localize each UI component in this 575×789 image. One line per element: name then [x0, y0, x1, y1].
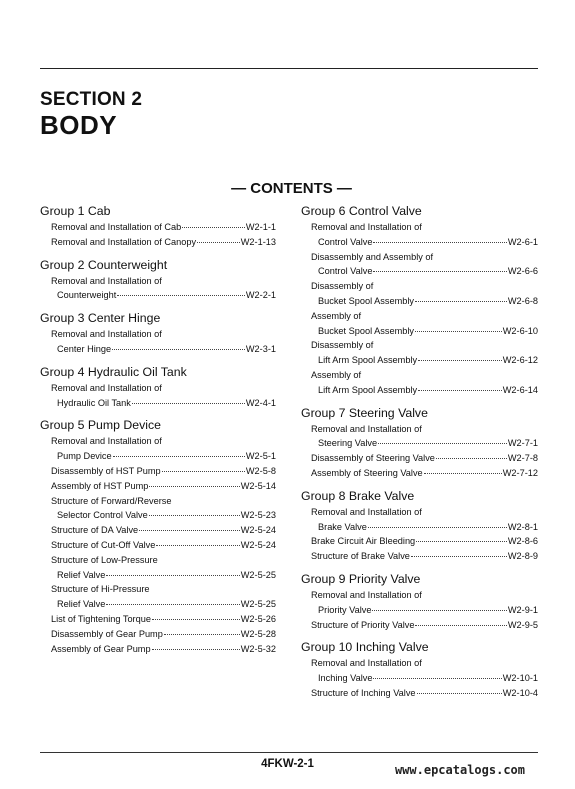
toc-entry[interactable] [301, 436, 538, 451]
toc-entry[interactable] [40, 434, 276, 449]
toc-left-column [40, 203, 276, 663]
toc-entry-text: Removal and Installation of [311, 658, 422, 669]
toc-leader-dots [132, 403, 245, 404]
toc-entry[interactable] [40, 464, 276, 479]
toc-entry-text: Inching Valve [318, 673, 373, 684]
toc-entry-text: Selector Control Valve [57, 510, 148, 521]
toc-entry[interactable] [301, 603, 538, 618]
toc-entry-text: Counterweight [57, 290, 117, 301]
toc-entry-page: W2-9-1 [507, 604, 538, 615]
toc-leader-dots [113, 456, 245, 457]
toc-entry[interactable] [301, 549, 538, 564]
toc-group [40, 310, 276, 357]
toc-entry[interactable] [301, 505, 538, 520]
toc-entry-page: W2-10-1 [502, 673, 538, 684]
toc-entry-text: Removal and Installation of [311, 506, 422, 517]
toc-entry[interactable] [40, 342, 276, 357]
toc-entry-text: Steering Valve [318, 438, 378, 449]
toc-leader-dots [139, 530, 240, 531]
toc-entry-text: Assembly of [311, 310, 362, 321]
toc-entry[interactable] [40, 288, 276, 303]
toc-group [40, 364, 276, 411]
toc-right-column [301, 203, 538, 708]
toc-entry-text: Bucket Spool Assembly [318, 325, 415, 336]
toc-entry-text: Assembly of HST Pump [51, 480, 149, 491]
toc-entry[interactable] [40, 538, 276, 553]
toc-entry-text: Structure of Low-Pressure [51, 554, 158, 565]
toc-entry-text: Assembly of Steering Valve [311, 467, 423, 478]
toc-entry-text: Bucket Spool Assembly [318, 295, 415, 306]
toc-entry-text: Lift Arm Spool Assembly [318, 384, 418, 395]
toc-entry-page: W2-6-12 [502, 355, 538, 366]
top-rule [40, 68, 538, 69]
toc-leader-dots [415, 301, 507, 302]
toc-entry-page: W2-7-8 [507, 453, 538, 464]
toc-entry[interactable] [40, 582, 276, 597]
toc-entry[interactable] [301, 338, 538, 353]
toc-entry-text: Structure of DA Valve [51, 525, 139, 536]
toc-entry-page: W2-5-25 [240, 599, 276, 610]
toc-entry[interactable] [40, 327, 276, 342]
toc-leader-dots [378, 443, 507, 444]
toc-entry-text: Removal and Installation of [51, 275, 162, 286]
toc-leader-dots [373, 271, 506, 272]
toc-entry-text: Structure of Hi-Pressure [51, 584, 150, 595]
toc-entry[interactable] [40, 568, 276, 583]
toc-entry-page: W2-6-6 [507, 266, 538, 277]
toc-leader-dots [182, 227, 245, 228]
toc-entry-page: W2-6-14 [502, 384, 538, 395]
toc-entry[interactable] [301, 686, 538, 701]
toc-entry-text: Relief Valve [57, 569, 106, 580]
toc-entry[interactable] [40, 274, 276, 289]
toc-leader-dots [415, 625, 506, 626]
toc-entry-text: Disassembly of [311, 281, 374, 292]
toc-entry[interactable] [301, 383, 538, 398]
toc-leader-dots [156, 545, 239, 546]
toc-entry-text: Removal and Installation of [51, 436, 162, 447]
toc-group-title[interactable]: Group 8 Brake Valve [301, 488, 415, 503]
toc-entry[interactable] [301, 324, 538, 339]
toc-entry-page: W2-5-25 [240, 569, 276, 580]
toc-entry-text: Removal and Installation of [51, 329, 162, 340]
toc-entry-text: Control Valve [318, 266, 373, 277]
watermark-url: www.epcatalogs.com [394, 763, 525, 777]
toc-entry-page: W2-6-8 [507, 295, 538, 306]
toc-leader-dots [411, 556, 507, 557]
toc-group [301, 405, 538, 481]
toc-entry-page: W2-5-24 [240, 525, 276, 536]
toc-leader-dots [373, 242, 506, 243]
toc-entry[interactable] [40, 235, 276, 250]
toc-entry-text: Disassembly and Assembly of [311, 251, 434, 262]
contents-heading: — CONTENTS — [231, 180, 352, 197]
toc-entry[interactable] [301, 264, 538, 279]
toc-entry-page: W2-6-10 [502, 325, 538, 336]
toc-group-title[interactable]: Group 9 Priority Valve [301, 571, 421, 586]
toc-entry[interactable] [40, 479, 276, 494]
toc-leader-dots [373, 678, 501, 679]
toc-entry[interactable] [40, 381, 276, 396]
toc-entry-text: Disassembly of HST Pump [51, 465, 161, 476]
toc-group [301, 203, 538, 398]
toc-entry-text: Structure of Inching Valve [311, 687, 416, 698]
toc-entry-page: W2-8-1 [507, 521, 538, 532]
toc-entry[interactable] [40, 396, 276, 411]
toc-leader-dots [415, 331, 502, 332]
toc-group-title[interactable]: Group 5 Pump Device [40, 418, 161, 433]
toc-entry[interactable] [40, 627, 276, 642]
toc-entry-text: Hydraulic Oil Tank [57, 397, 131, 408]
toc-leader-dots [162, 471, 245, 472]
toc-group-title[interactable]: Group 4 Hydraulic Oil Tank [40, 364, 187, 379]
section-label: SECTION 2 [40, 89, 143, 110]
toc-entry-text: Assembly of [311, 369, 362, 380]
toc-entry-text: Pump Device [57, 451, 112, 462]
toc-leader-dots [417, 693, 502, 694]
toc-leader-dots [152, 619, 240, 620]
toc-entry[interactable] [301, 422, 538, 437]
toc-entry-page: W2-5-32 [240, 643, 276, 654]
toc-entry-page: W2-4-1 [245, 397, 276, 408]
toc-entry[interactable] [301, 520, 538, 535]
toc-entry[interactable] [301, 250, 538, 265]
toc-entry-page: W2-5-24 [240, 539, 276, 550]
toc-entry-text: Disassembly of Steering Valve [311, 453, 435, 464]
toc-entry-page: W2-5-28 [240, 628, 276, 639]
toc-entry[interactable] [40, 553, 276, 568]
toc-entry-text: Structure of Cut-Off Valve [51, 539, 156, 550]
toc-entry-text: Brake Valve [318, 521, 367, 532]
toc-entry[interactable] [40, 612, 276, 627]
toc-entry[interactable] [301, 309, 538, 324]
toc-group [301, 488, 538, 564]
toc-entry[interactable] [301, 235, 538, 250]
toc-leader-dots [112, 349, 245, 350]
toc-entry-page: W2-1-13 [240, 236, 276, 247]
toc-leader-dots [416, 541, 507, 542]
toc-entry-text: Removal and Installation of Canopy [51, 236, 197, 247]
toc-entry-text: List of Tightening Torque [51, 613, 151, 624]
toc-entry[interactable] [40, 508, 276, 523]
toc-entry[interactable] [301, 279, 538, 294]
toc-entry[interactable] [301, 353, 538, 368]
toc-entry[interactable] [301, 451, 538, 466]
toc-entry[interactable] [301, 294, 538, 309]
toc-leader-dots [149, 486, 239, 487]
toc-entry[interactable] [40, 642, 276, 657]
toc-entry-text: Disassembly of Gear Pump [51, 628, 163, 639]
toc-entry-text: Assembly of Gear Pump [51, 643, 151, 654]
toc-entry-page: W2-7-1 [507, 438, 538, 449]
toc-entry-page: W2-10-4 [502, 687, 538, 698]
toc-leader-dots [418, 360, 502, 361]
toc-entry[interactable] [40, 220, 276, 235]
toc-entry[interactable] [301, 534, 538, 549]
toc-entry[interactable] [301, 671, 538, 686]
toc-entry-text: Priority Valve [318, 604, 372, 615]
toc-group [40, 417, 276, 656]
toc-entry[interactable] [40, 494, 276, 509]
toc-entry[interactable] [301, 588, 538, 603]
toc-entry-page: W2-2-1 [245, 290, 276, 301]
toc-entry[interactable] [40, 449, 276, 464]
toc-entry-text: Structure of Brake Valve [311, 551, 410, 562]
toc-group-title[interactable]: Group 6 Control Valve [301, 204, 422, 218]
toc-entry-page: W2-5-14 [240, 480, 276, 491]
toc-group [301, 639, 538, 700]
toc-entry-text: Relief Valve [57, 599, 106, 610]
toc-group-title[interactable]: Group 10 Inching Valve [301, 640, 429, 655]
toc-entry-page: W2-5-23 [240, 510, 276, 521]
toc-entry[interactable] [301, 220, 538, 235]
toc-entry[interactable] [301, 466, 538, 481]
toc-leader-dots [418, 390, 502, 391]
toc-entry-text: Removal and Installation of [311, 222, 422, 232]
toc-group-title[interactable]: Group 3 Center Hinge [40, 311, 161, 326]
toc-entry-page: W2-5-8 [245, 465, 276, 476]
toc-entry-text: Structure of Forward/Reverse [51, 495, 172, 506]
toc-leader-dots [164, 634, 240, 635]
toc-entry-page: W2-1-1 [245, 222, 276, 232]
toc-leader-dots [197, 242, 240, 243]
toc-leader-dots [106, 604, 239, 605]
toc-leader-dots [424, 473, 502, 474]
toc-group-title[interactable]: Group 7 Steering Valve [301, 405, 428, 420]
bottom-rule [40, 752, 538, 753]
toc-entry-page: W2-3-1 [245, 343, 276, 354]
toc-leader-dots [117, 295, 245, 296]
toc-entry-text: Removal and Installation of [311, 589, 422, 600]
toc-entry-page: W2-6-1 [507, 236, 538, 247]
toc-group [301, 571, 538, 632]
toc-group-title[interactable]: Group 1 Cab [40, 204, 111, 218]
toc-entry-text: Control Valve [318, 236, 373, 247]
toc-entry-text: Structure of Priority Valve [311, 619, 415, 630]
toc-entry-page: W2-9-5 [507, 619, 538, 630]
toc-leader-dots [106, 575, 239, 576]
toc-entry[interactable] [301, 618, 538, 633]
section-title: BODY [40, 110, 118, 140]
toc-leader-dots [149, 515, 240, 516]
toc-entry-text: Removal and Installation of Cab [51, 222, 182, 232]
toc-entry[interactable] [40, 523, 276, 538]
toc-entry-page: W2-7-12 [502, 467, 538, 478]
toc-entry[interactable] [301, 656, 538, 671]
toc-entry-page: W2-8-9 [507, 551, 538, 562]
toc-entry-page: W2-5-1 [245, 451, 276, 462]
toc-entry[interactable] [40, 597, 276, 612]
toc-entry[interactable] [301, 368, 538, 383]
toc-group [40, 257, 276, 304]
toc-entry-text: Brake Circuit Air Bleeding [311, 536, 416, 547]
toc-leader-dots [436, 458, 507, 459]
toc-entry-text: Disassembly of [311, 340, 374, 351]
toc-leader-dots [372, 610, 506, 611]
toc-entry-page: W2-8-6 [507, 536, 538, 547]
toc-entry-text: Removal and Installation of [311, 423, 422, 434]
toc-group [40, 203, 276, 250]
toc-entry-text: Center Hinge [57, 343, 112, 354]
toc-entry-page: W2-5-26 [240, 613, 276, 624]
toc-leader-dots [368, 527, 507, 528]
page-number: 4FKW-2-1 [261, 758, 314, 770]
toc-entry-text: Removal and Installation of [51, 382, 162, 393]
toc-leader-dots [152, 649, 240, 650]
toc-group-title[interactable]: Group 2 Counterweight [40, 257, 168, 272]
toc-entry-text: Lift Arm Spool Assembly [318, 355, 418, 366]
